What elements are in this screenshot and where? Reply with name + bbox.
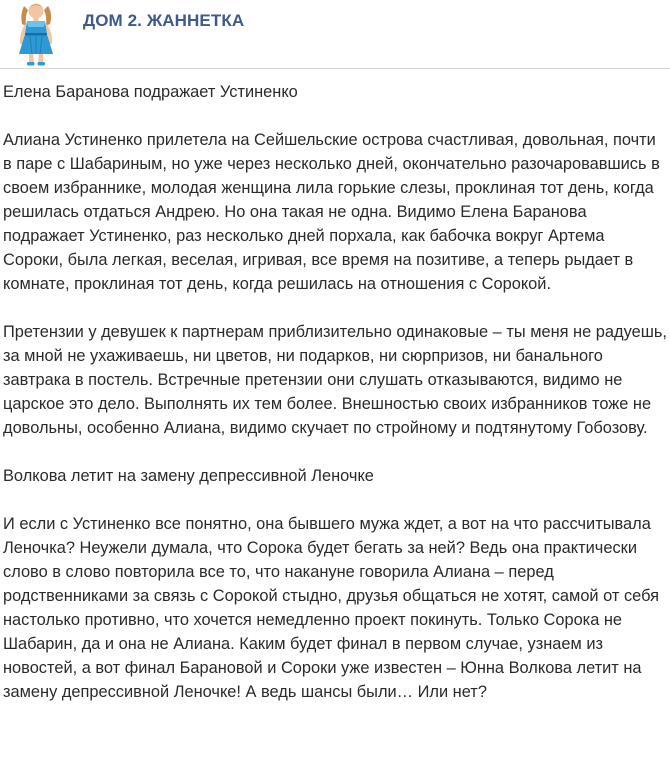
site-title[interactable]: ДОМ 2. ЖАННЕТКА [83, 11, 245, 30]
article-paragraph-2: Претензии у девушек к партнерам приблизительно одинаковые – ты меня не радуешь, за мной не ухаживаешь, ни цветов, ни подарков, ни сюрпризов, ни банального завтрака в постель. Встречные претензии они слушать отказываются, видимо не царское это дело. Выполнять их тем более. Внешностью своих избранников тоже не довольны, особенно Алиана, видимо скучает по стройному и подтянутому Гобозову. [3, 323, 667, 437]
site-header [0, 0, 670, 68]
girl-in-blue-dress-logo-icon[interactable] [6, 0, 66, 68]
article-body [3, 80, 667, 728]
article-heading-2: Волкова летит на замену депрессивной Леночке [3, 467, 374, 485]
article-paragraph-3: И если с Устиненко все понятно, она бывшего мужа ждет, а вот на что рассчитывала Леночка? Неужели думала, что Сорока будет бегать за ней? Ведь она практически слово в слово повторила все то, что накануне говорила Алиана – перед родственниками за связь с Сорокой стыдно, друзья общаться не хотят, самой от себя настолько противно, что хочется немедленно проект покинуть. Только Сорока не Шабарин, да и она не Алиана. Каким будет финал в первом случае, узнаем из новостей, а вот финал Барановой и Сороки уже известен – Юнна Волкова летит на замену депрессивной Леночке! А ведь шансы были… Или нет? [3, 515, 659, 701]
article-paragraph-1: Алиана Устиненко прилетела на Сейшельские острова счастливая, довольная, почти в паре с Шабариным, но уже через несколько дней, окончательно разочаровавшись в своем избраннике, молодая женщина лила горькие слезы, проклиная тот день, когда решилась отдаться Андрею. Но она такая не одна. Видимо Елена Баранова подражает Устиненко, раз несколько дней порхала, как бабочка вокруг Артема Сороки, была легкая, веселая, игривая, все время на позитиве, а теперь рыдает в комнате, проклиная тот день, когда решилась на отношения с Сорокой. [3, 131, 660, 293]
article-heading-1: Елена Баранова подражает Устиненко [3, 83, 298, 101]
header-divider [0, 68, 670, 69]
